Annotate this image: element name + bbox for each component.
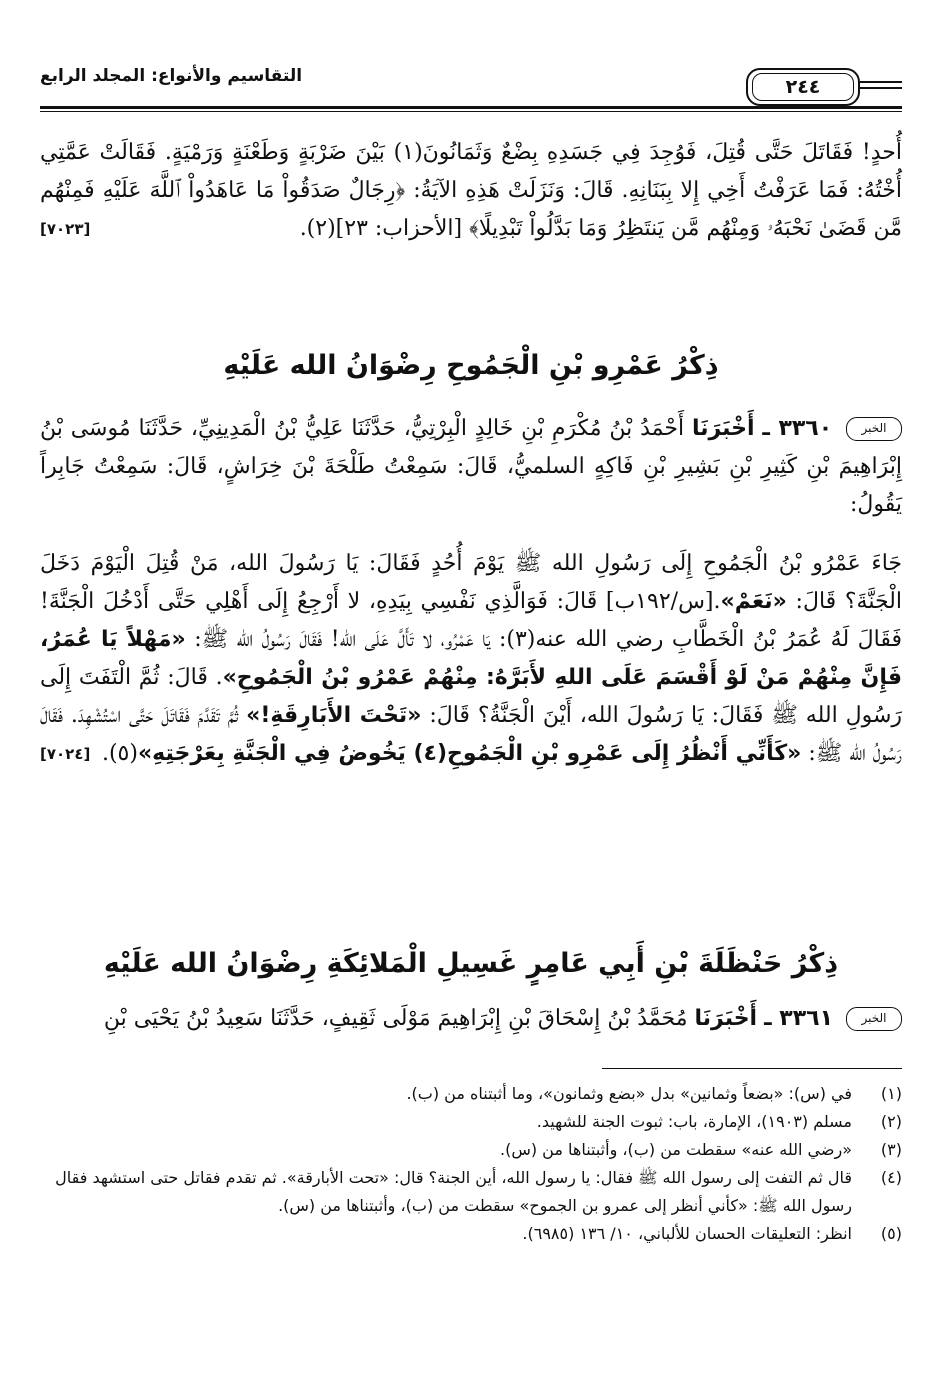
page-header — [40, 64, 902, 114]
footnote-text: قال ثم التفت إلى رسول الله ﷺ فقال: يا رسول الله، أين الجنة؟ قال: «تحت الأبارقة». ثم تقدم فقاتل حتى استشهد فقال رسول الله ﷺ: «كأني أنظر إلى عمرو بن الجموح» سقطت من (ب)، وأثبتناها من (س). — [55, 1168, 852, 1215]
footnote-text: في (س): «بضعاً وثمانين» بدل «بضع وثمانون»، وما أثبتناه من (ب). — [406, 1084, 852, 1103]
footnote-item — [40, 1136, 902, 1164]
footnote-item — [40, 1080, 902, 1108]
matn-part: . قَالَ: ثُمَّ الْتَفَتَ إِلَى رَسُولِ الله ﷺ فَقَالَ: يَا رَسُولَ الله، أَيْنَ الْجَنَّةُ؟ قَالَ: — [40, 665, 903, 728]
hadith-3360-isnad — [40, 410, 902, 524]
footnote-number: (٥) — [880, 1224, 902, 1243]
footnote-number: (٣) — [880, 1140, 902, 1159]
footnote-text: مسلم (١٩٠٣)، الإمارة، باب: ثبوت الجنة للشهيد. — [536, 1112, 852, 1131]
footnote-separator — [602, 1068, 902, 1069]
hadith-ref-7024: [٧٠٢٤] — [40, 745, 91, 763]
footnotes — [40, 1080, 902, 1248]
header-rule — [40, 106, 902, 109]
hadith-3360-matn — [40, 545, 902, 773]
prophetic-saying: «كَأَنِّي أَنْظُرُ إِلَى عَمْرِو بْنِ الْجَمُوحِ(٤) يَخُوضُ فِي الْجَنَّةِ بِعَرْجَتِهِ» — [137, 741, 802, 766]
hadith-ref-7023: [٧٠٢٣] — [40, 220, 91, 238]
prophetic-saying: «نَعَمْ» — [720, 589, 787, 614]
matn-part: (٥). — [101, 741, 138, 766]
matn-part: جَاءَ عَمْرُو بْنُ الْجَمُوحِ إِلَى رَسُولِ الله ﷺ يَوْمَ أُحُدٍ فَقَالَ: يَا رَسُولَ الله، مَنْ قُتِلَ الْيَوْمَ دَخَلَ الْجَنَّةَ؟ قَالَ: — [40, 551, 902, 614]
paragraph-top — [40, 134, 902, 248]
isnad-lead: أَخْبَرَنَا — [694, 1006, 758, 1031]
running-title: التقاسيم والأنواع: المجلد الرابع — [40, 66, 303, 86]
isnad-text: أَحْمَدُ بْنُ مُكْرَمِ بْنِ خَالِدٍ الْبِرْتِيُّ، حَدَّثَنَا عَلِيُّ بْنُ الْمَدِينِيِّ، حَدَّثَنَا مُوسَى بْنُ إِبْرَاهِيمَ بْنِ كَثِيرِ بْنِ بَشِيرِ بْنِ فَاكِهٍ السلميُّ، قَالَ: سَمِعْتُ طَلْحَةَ بْنَ خِرَاشٍ، قَالَ: سَمِعْتُ جَابِراً يَقُولُ: — [40, 416, 902, 517]
hadith-3361-isnad — [40, 1000, 902, 1038]
isnad-text: مُحَمَّدُ بْنُ إِسْحَاقَ بْنِ إِبْرَاهِيمَ مَوْلَى ثَقِيفٍ، حَدَّثَنَا سَعِيدُ بْنُ يَحْيَى بْنِ — [103, 1006, 688, 1031]
header-ornament-lines — [860, 81, 902, 93]
hadith-number: ٣٣٦٠ ـ — [762, 416, 833, 441]
section-heading-hanzala: ذِكْرُ حَنْظَلَةَ بْنِ أَبِي عَامِرٍ غَسِيلِ الْمَلائِكَةِ رِضْوَانُ الله عَلَيْهِ — [103, 948, 839, 979]
footnote-item — [40, 1108, 902, 1136]
page-number: ٢٤٤ — [752, 73, 854, 101]
matn-part: .[س/١٩٢ب] قَالَ: فَوَالَّذِي نَفْسِي بِيَدِهِ، لا أَرْجِعُ إِلَى أَهْلِي حَتَّى أَدْخُلَ الْجَنَّةَ! فَقَالَ لَهُ عُمَرُ بْنُ الْخَطَّابِ رضي الله عنه(٣): يَا عَمْرُو، لا تَأَلَّ عَلَى الله! فَقَالَ رَسُولُ الله ﷺ: — [40, 589, 902, 652]
khabar-badge-icon: الخبر — [846, 417, 902, 441]
section-heading-amr: ذِكْرُ عَمْرِو بْنِ الْجَمُوحِ رِضْوَانُ الله عَلَيْهِ — [223, 350, 719, 381]
prophetic-saying: «مَهْلاً يَا عُمَرُ، فَإِنَّ مِنْهُمْ مَنْ لَوْ أَقْسَمَ عَلَى اللهِ لأَبَرَّهُ: مِنْهُمْ عَمْرُو بْنُ الْجَمُوحِ» — [40, 627, 902, 690]
footnote-number: (٤) — [880, 1168, 902, 1187]
isnad-lead: أَخْبَرَنَا — [691, 416, 755, 441]
matn-part: ثُمَّ تَقَدَّمَ فَقَاتَلَ حَتَّى اسْتُشْهِدَ. فَقَالَ رَسُولُ الله ﷺ: — [40, 703, 902, 766]
hadith-number: ٣٣٦١ ـ — [764, 1006, 833, 1031]
page-number-frame — [746, 68, 860, 106]
paragraph-top-text: أُحدٍ! فَقَاتَلَ حَتَّى قُتِلَ، فَوُجِدَ فِي جَسَدِهِ بِضْعٌ وَثَمَانُونَ(١) بَيْنَ ضَرْبَةٍ وَطَعْنَةٍ وَرَمْيَةٍ. فَقَالَتْ عَمَّتِي أُخْتُهُ: فَمَا عَرَفْتُ أَخِي إِلا بِبَنَانِهِ. قَالَ: وَنَزَلَتْ هَذِهِ الآيَةُ: ﴿رِجَالٌ صَدَقُواْ مَا عَاهَدُواْ ٱللَّهَ عَلَيْهِ فَمِنْهُم مَّن قَضَىٰ نَحْبَهُۥ وَمِنْهُم مَّن يَنتَظِرُ وَمَا بَدَّلُواْ تَبْدِيلًا﴾ [الأحزاب: ٢٣](٢). — [40, 140, 902, 241]
footnote-number: (٢) — [880, 1112, 902, 1131]
khabar-badge-icon: الخبر — [846, 1007, 902, 1031]
prophetic-saying: «تَحْتَ الأَبَارِقَةِ!» — [246, 703, 422, 728]
footnote-text: انظر: التعليقات الحسان للألباني، ١٠/ ١٣٦ (٦٩٨٥). — [522, 1224, 852, 1243]
footnote-item — [40, 1164, 902, 1220]
footnote-text: «رضي الله عنه» سقطت من (ب)، وأثبتناها من (س). — [499, 1140, 852, 1159]
header-rule-thin — [40, 111, 902, 112]
footnote-number: (١) — [880, 1084, 902, 1103]
footnote-item — [40, 1220, 902, 1248]
